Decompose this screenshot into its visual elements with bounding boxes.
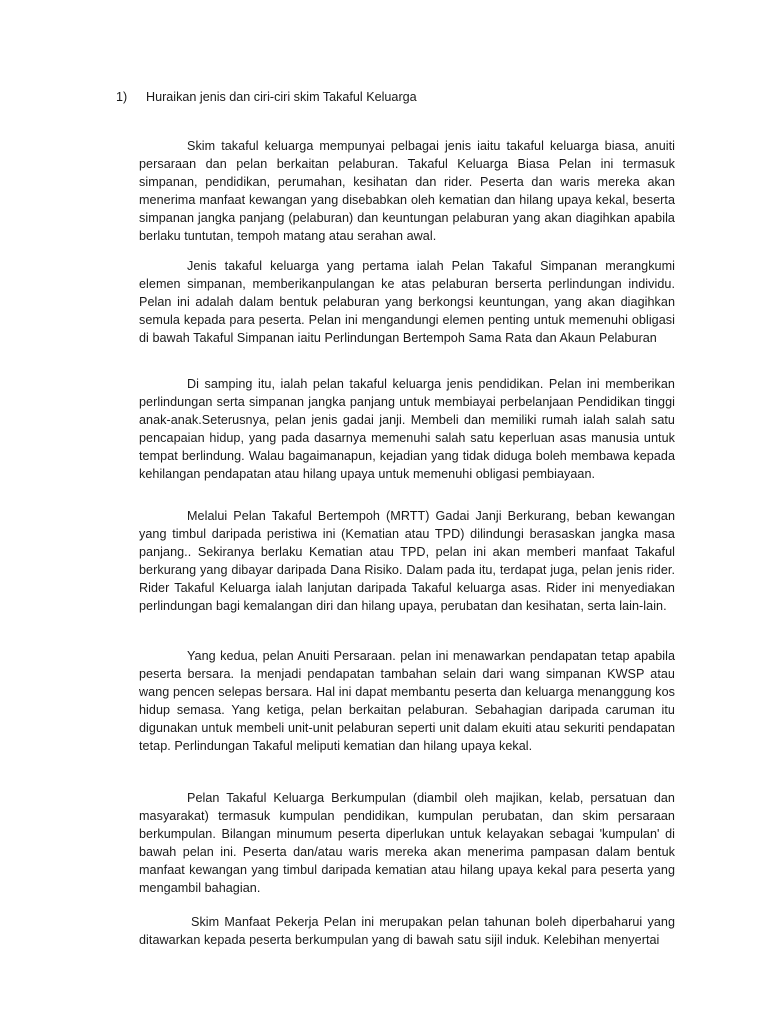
paragraph-1: Skim takaful keluarga mempunyai pelbagai jenis iaitu takaful keluarga biasa, anuiti persaraan dan pelan berkaitan pelaburan. Takaful Keluarga Biasa Pelan ini termasuk simpanan, pendidikan, perumahan, kesihatan dan rider. Peserta dan waris mereka akan menerima manfaat kewangan yang disebabkan oleh kematian dan hilang upaya kekal, beserta simpanan jangka panjang (pelaburan) dan keuntungan pelaburan yang akan diagihkan apabila berlaku tuntutan, tempoh matang atau serahan awal. (139, 138, 675, 244)
paragraph-6: Pelan Takaful Keluarga Berkumpulan (diambil oleh majikan, kelab, persatuan dan masyarakat) termasuk kumpulan pendidikan, kumpulan perubatan, dan skim persaraan berkumpulan. Bilangan minumum peserta diperlukan untuk kelayakan sebagai 'kumpulan' di bawah pelan ini. Peserta dan/atau waris mereka akan menerima pampasan dalam bentuk manfaat kewangan yang timbul daripada kematian atau hilang upaya kekal para peserta yang mengambil bahagian. (139, 790, 675, 896)
heading-number: 1) (116, 90, 128, 104)
paragraph-4: Melalui Pelan Takaful Bertempoh (MRTT) Gadai Janji Berkurang, beban kewangan yang timbul daripada peristiwa ini (Kematian atau TPD) dilindungi berasaskan jangka masa panjang.. Sekiranya berlaku Kematian atau TPD, pelan ini akan memberi manfaat Takaful berkurang yang dibayar daripada Dana Risiko. Dalam pada itu, terdapat juga, pelan jenis rider. Rider Takaful Keluarga ialah lanjutan daripada Takaful keluarga asas. Rider ini menyediakan perlindungan bagi kemalangan diri dan hilang upaya, perubatan dan kesihatan, serta lain-lain. (139, 508, 675, 614)
question-heading (116, 88, 417, 106)
paragraph-5: Yang kedua, pelan Anuiti Persaraan. pelan ini menawarkan pendapatan tetap apabila peserta bersara. Ia menjadi pendapatan tambahan selain dari wang simpanan KWSP atau wang pencen selepas bersara. Hal ini dapat membantu peserta dan keluarga menanggung kos hidup semasa. Yang ketiga, pelan berkaitan pelaburan. Sebahagian daripada caruman itu digunakan untuk membeli unit-unit pelaburan seperti unit dalam ekuiti atau sekuriti pendapatan tetap. Perlindungan Takaful meliputi kematian dan hilang upaya kekal. (139, 648, 675, 754)
paragraph-2: Jenis takaful keluarga yang pertama ialah Pelan Takaful Simpanan merangkumi elemen simpanan, memberikanpulangan ke atas pelaburan berserta perlindungan individu. Pelan ini adalah dalam bentuk pelaburan yang berkongsi keuntungan, yang akan diagihkan semula kepada para peserta. Pelan ini mengandungi elemen penting untuk memenuhi obligasi di bawah Takaful Simpanan iaitu Perlindungan Bertempoh Sama Rata dan Akaun Pelaburan (139, 258, 675, 345)
paragraph-7: Skim Manfaat Pekerja Pelan ini merupakan pelan tahunan boleh diperbaharui yang ditawarkan kepada peserta berkumpulan yang di bawah satu sijil induk. Kelebihan menyertai (139, 914, 675, 947)
paragraph-3: Di samping itu, ialah pelan takaful keluarga jenis pendidikan. Pelan ini memberikan perlindungan serta simpanan jangka panjang untuk membiayai perbelanjaan Pendidikan tinggi anak-anak.Seterusnya, pelan jenis gadai janji. Membeli dan memiliki rumah ialah salah satu pencapaian hidup, yang pada dasarnya memenuhi salah satu keperluan asas manusia untuk tempat berlindung. Walau bagaimanapun, kejadian yang tidak diduga boleh membawa kepada kehilangan pendapatan atau hilang upaya untuk memenuhi obligasi pembiayaan. (139, 376, 675, 482)
heading-text: Huraikan jenis dan ciri-ciri skim Takaful Keluarga (146, 90, 417, 104)
